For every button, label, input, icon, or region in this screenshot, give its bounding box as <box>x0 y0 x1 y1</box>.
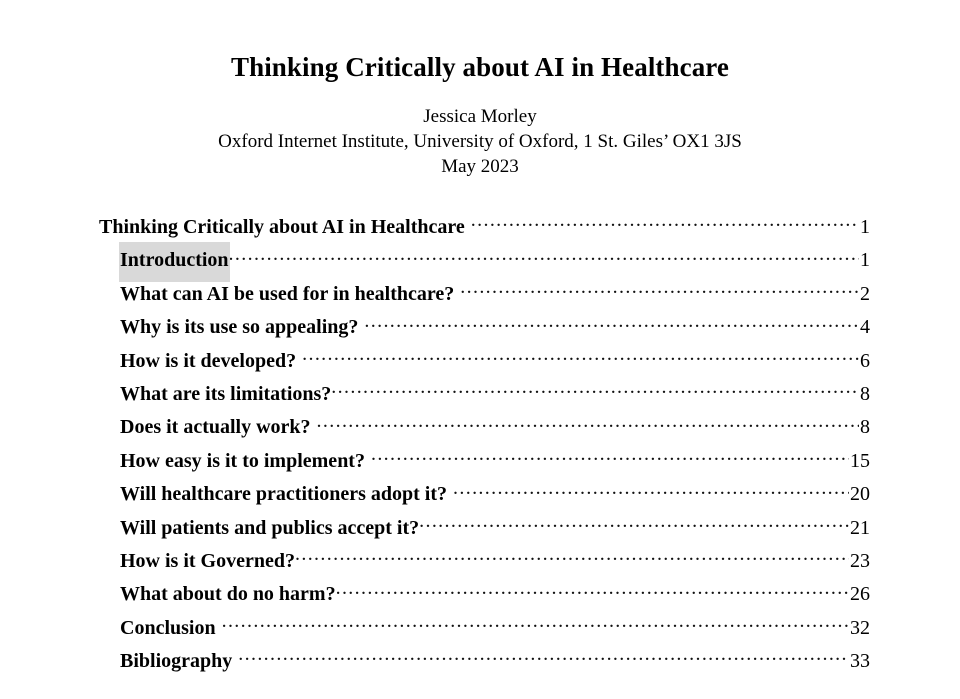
dot-leader <box>460 284 859 304</box>
toc-entry-label[interactable]: Does it actually work? <box>120 416 311 439</box>
dot-leader <box>371 451 849 471</box>
dot-leader <box>419 518 849 538</box>
toc-page-number[interactable]: 1 <box>860 249 870 272</box>
toc-page-number[interactable]: 8 <box>860 416 870 439</box>
toc-entry-label[interactable]: How is it developed? <box>120 349 297 372</box>
toc-entry[interactable] <box>0 211 960 244</box>
toc-entry[interactable] <box>0 378 960 411</box>
toc-entry[interactable] <box>0 478 960 511</box>
toc-entry-label[interactable]: Why is its use so appealing? <box>120 316 359 339</box>
dot-leader <box>331 384 859 404</box>
dot-leader <box>364 318 859 338</box>
dot-leader <box>317 418 859 438</box>
toc-entry[interactable] <box>0 345 960 378</box>
author-name: Jessica Morley <box>423 106 537 128</box>
toc-entry[interactable] <box>0 244 960 277</box>
toc-entry-label[interactable]: Thinking Critically about AI in Healthcare <box>99 216 465 238</box>
author-affiliation: Oxford Internet Institute, University of Oxford, 1 St. Giles’ OX1 3JS <box>218 131 742 153</box>
toc-page-number[interactable]: 33 <box>850 650 870 673</box>
toc-entry-label[interactable]: Will patients and publics accept it? <box>120 516 420 539</box>
toc-entry[interactable] <box>0 545 960 578</box>
toc-entry-label-selected[interactable]: Introduction <box>119 242 230 281</box>
table-of-contents <box>0 211 960 678</box>
toc-entry[interactable] <box>0 645 960 678</box>
toc-page-number[interactable]: 2 <box>860 282 870 305</box>
toc-entry-label[interactable]: Conclusion <box>120 616 216 639</box>
toc-page-number[interactable]: 32 <box>850 616 870 639</box>
dot-leader <box>453 485 849 505</box>
toc-entry[interactable] <box>0 512 960 545</box>
toc-entry[interactable] <box>0 278 960 311</box>
toc-page-number[interactable]: 6 <box>860 349 870 372</box>
dot-leader <box>238 651 849 671</box>
toc-page-number[interactable]: 21 <box>850 516 870 539</box>
toc-page-number[interactable]: 23 <box>850 549 870 572</box>
page-title: Thinking Critically about AI in Healthcare <box>230 52 729 82</box>
toc-entry-label[interactable]: What are its limitations? <box>120 382 332 405</box>
toc-entry-label[interactable]: What can AI be used for in healthcare? <box>120 282 455 305</box>
toc-entry-label[interactable]: Bibliography <box>120 650 233 673</box>
toc-page-number[interactable]: 20 <box>850 483 870 506</box>
toc-entry-label[interactable]: How easy is it to implement? <box>120 449 365 472</box>
toc-entry-label[interactable]: How is it Governed? <box>120 549 295 572</box>
byline-block <box>0 104 960 179</box>
title-block <box>0 52 960 179</box>
toc-entry[interactable] <box>0 411 960 444</box>
toc-page-number[interactable]: 4 <box>860 316 870 339</box>
dot-leader <box>295 551 849 571</box>
toc-entry-label[interactable]: Will healthcare practitioners adopt it? <box>120 483 448 506</box>
dot-leader <box>229 251 859 271</box>
toc-entry[interactable] <box>0 445 960 478</box>
toc-page-number[interactable]: 26 <box>850 583 870 606</box>
dot-leader <box>471 217 859 237</box>
toc-entry-label[interactable]: What about do no harm? <box>120 583 336 606</box>
dot-leader <box>222 618 849 638</box>
toc-page-number[interactable]: 1 <box>860 216 870 238</box>
toc-page-number[interactable]: 15 <box>850 449 870 472</box>
toc-entry[interactable] <box>0 311 960 344</box>
toc-entry[interactable] <box>0 578 960 611</box>
toc-page-number[interactable]: 8 <box>860 382 870 405</box>
dot-leader <box>336 585 849 605</box>
document-date: May 2023 <box>441 156 519 178</box>
dot-leader <box>302 351 859 371</box>
toc-entry[interactable] <box>0 612 960 645</box>
